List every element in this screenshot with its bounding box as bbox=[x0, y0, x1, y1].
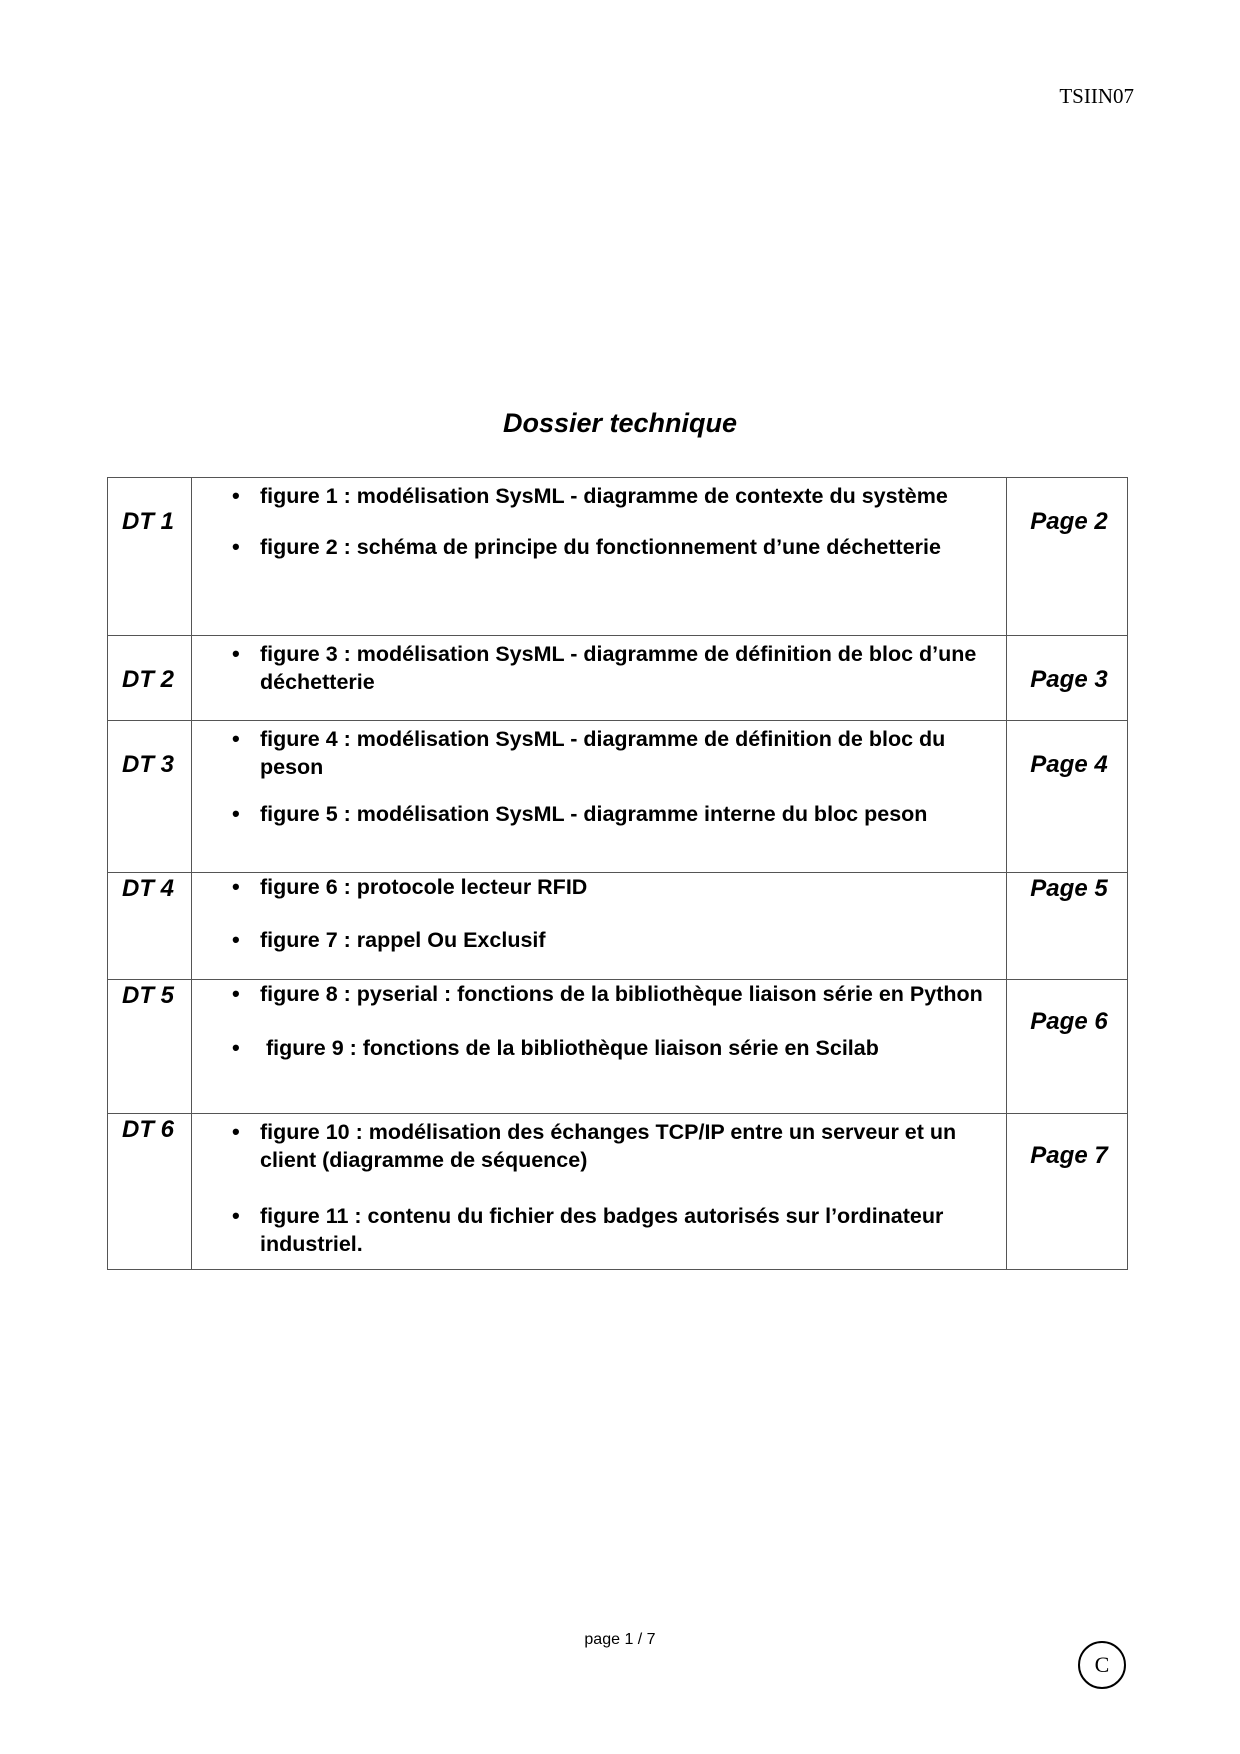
page-cell bbox=[1007, 1114, 1128, 1270]
version-badge: C bbox=[1078, 1641, 1126, 1689]
page-cell bbox=[1007, 636, 1128, 721]
figure-entry-7: • figure 7 : rappel Ou Exclusif bbox=[192, 926, 1006, 954]
figures-cell bbox=[192, 636, 1007, 721]
page-label: Page 2 bbox=[1030, 508, 1108, 535]
page-label: Page 5 bbox=[1030, 875, 1108, 902]
page-cell bbox=[1007, 873, 1128, 980]
figure-entry-5: • figure 5 : modélisation SysML - diagramme interne du bloc peson bbox=[192, 800, 1006, 828]
figure-list bbox=[192, 482, 1006, 561]
figure-entry-11: • figure 11 : contenu du fichier des badges autorisés sur l’ordinateur industriel. bbox=[192, 1202, 1006, 1258]
figures-cell bbox=[192, 873, 1007, 980]
toc-row-dt2 bbox=[108, 636, 1128, 721]
dt-label: DT 2 bbox=[122, 666, 175, 693]
toc-table bbox=[107, 477, 1128, 1270]
document-code: TSIIN07 bbox=[1059, 84, 1134, 108]
page-label: Page 6 bbox=[1030, 1008, 1108, 1035]
toc-row-dt4 bbox=[108, 873, 1128, 980]
page-label: Page 3 bbox=[1030, 666, 1108, 693]
dt-cell bbox=[108, 721, 192, 873]
figures-cell bbox=[192, 1114, 1007, 1270]
dt-label: DT 4 bbox=[122, 875, 175, 902]
dt-cell bbox=[108, 873, 192, 980]
page-indicator: page 1 / 7 bbox=[584, 1631, 656, 1648]
dt-label: DT 1 bbox=[122, 508, 175, 535]
dt-label: DT 3 bbox=[122, 751, 175, 778]
figure-list bbox=[192, 725, 1006, 828]
figure-list bbox=[192, 1118, 1006, 1258]
page-cell bbox=[1007, 980, 1128, 1114]
dt-label: DT 6 bbox=[122, 1116, 175, 1143]
page-cell bbox=[1007, 478, 1128, 636]
figure-entry-10: • figure 10 : modélisation des échanges TCP/IP entre un serveur et un client (diagramme de séquence) bbox=[192, 1118, 1006, 1174]
toc-row-dt6 bbox=[108, 1114, 1128, 1270]
toc-row-dt3 bbox=[108, 721, 1128, 873]
figure-entry-2: • figure 2 : schéma de principe du fonctionnement d’une déchetterie bbox=[192, 533, 1006, 561]
figure-entry-6: • figure 6 : protocole lecteur RFID bbox=[192, 873, 1006, 901]
figure-entry-9: • figure 9 : fonctions de la bibliothèque liaison série en Scilab bbox=[192, 1034, 1006, 1062]
page-cell bbox=[1007, 721, 1128, 873]
figure-entry-1: • figure 1 : modélisation SysML - diagramme de contexte du système bbox=[192, 482, 1006, 510]
dt-cell bbox=[108, 636, 192, 721]
figures-cell bbox=[192, 478, 1007, 636]
toc-row-dt5 bbox=[108, 980, 1128, 1114]
figures-cell bbox=[192, 980, 1007, 1114]
dt-cell bbox=[108, 478, 192, 636]
dt-cell bbox=[108, 980, 192, 1114]
figure-entry-3: • figure 3 : modélisation SysML - diagramme de définition de bloc d’une déchetterie bbox=[192, 640, 1006, 696]
page-label: Page 7 bbox=[1030, 1142, 1108, 1169]
dt-label: DT 5 bbox=[122, 982, 175, 1009]
toc-row-dt1 bbox=[108, 478, 1128, 636]
figure-list bbox=[192, 640, 1006, 696]
figure-entry-8: • figure 8 : pyserial : fonctions de la bibliothèque liaison série en Python bbox=[192, 980, 1006, 1008]
dt-cell bbox=[108, 1114, 192, 1270]
figure-list bbox=[192, 980, 1006, 1062]
figures-cell bbox=[192, 721, 1007, 873]
figure-list bbox=[192, 873, 1006, 954]
page-label: Page 4 bbox=[1030, 751, 1108, 778]
page-title: Dossier technique bbox=[502, 408, 738, 438]
figure-entry-4: • figure 4 : modélisation SysML - diagramme de définition de bloc du peson bbox=[192, 725, 1006, 781]
